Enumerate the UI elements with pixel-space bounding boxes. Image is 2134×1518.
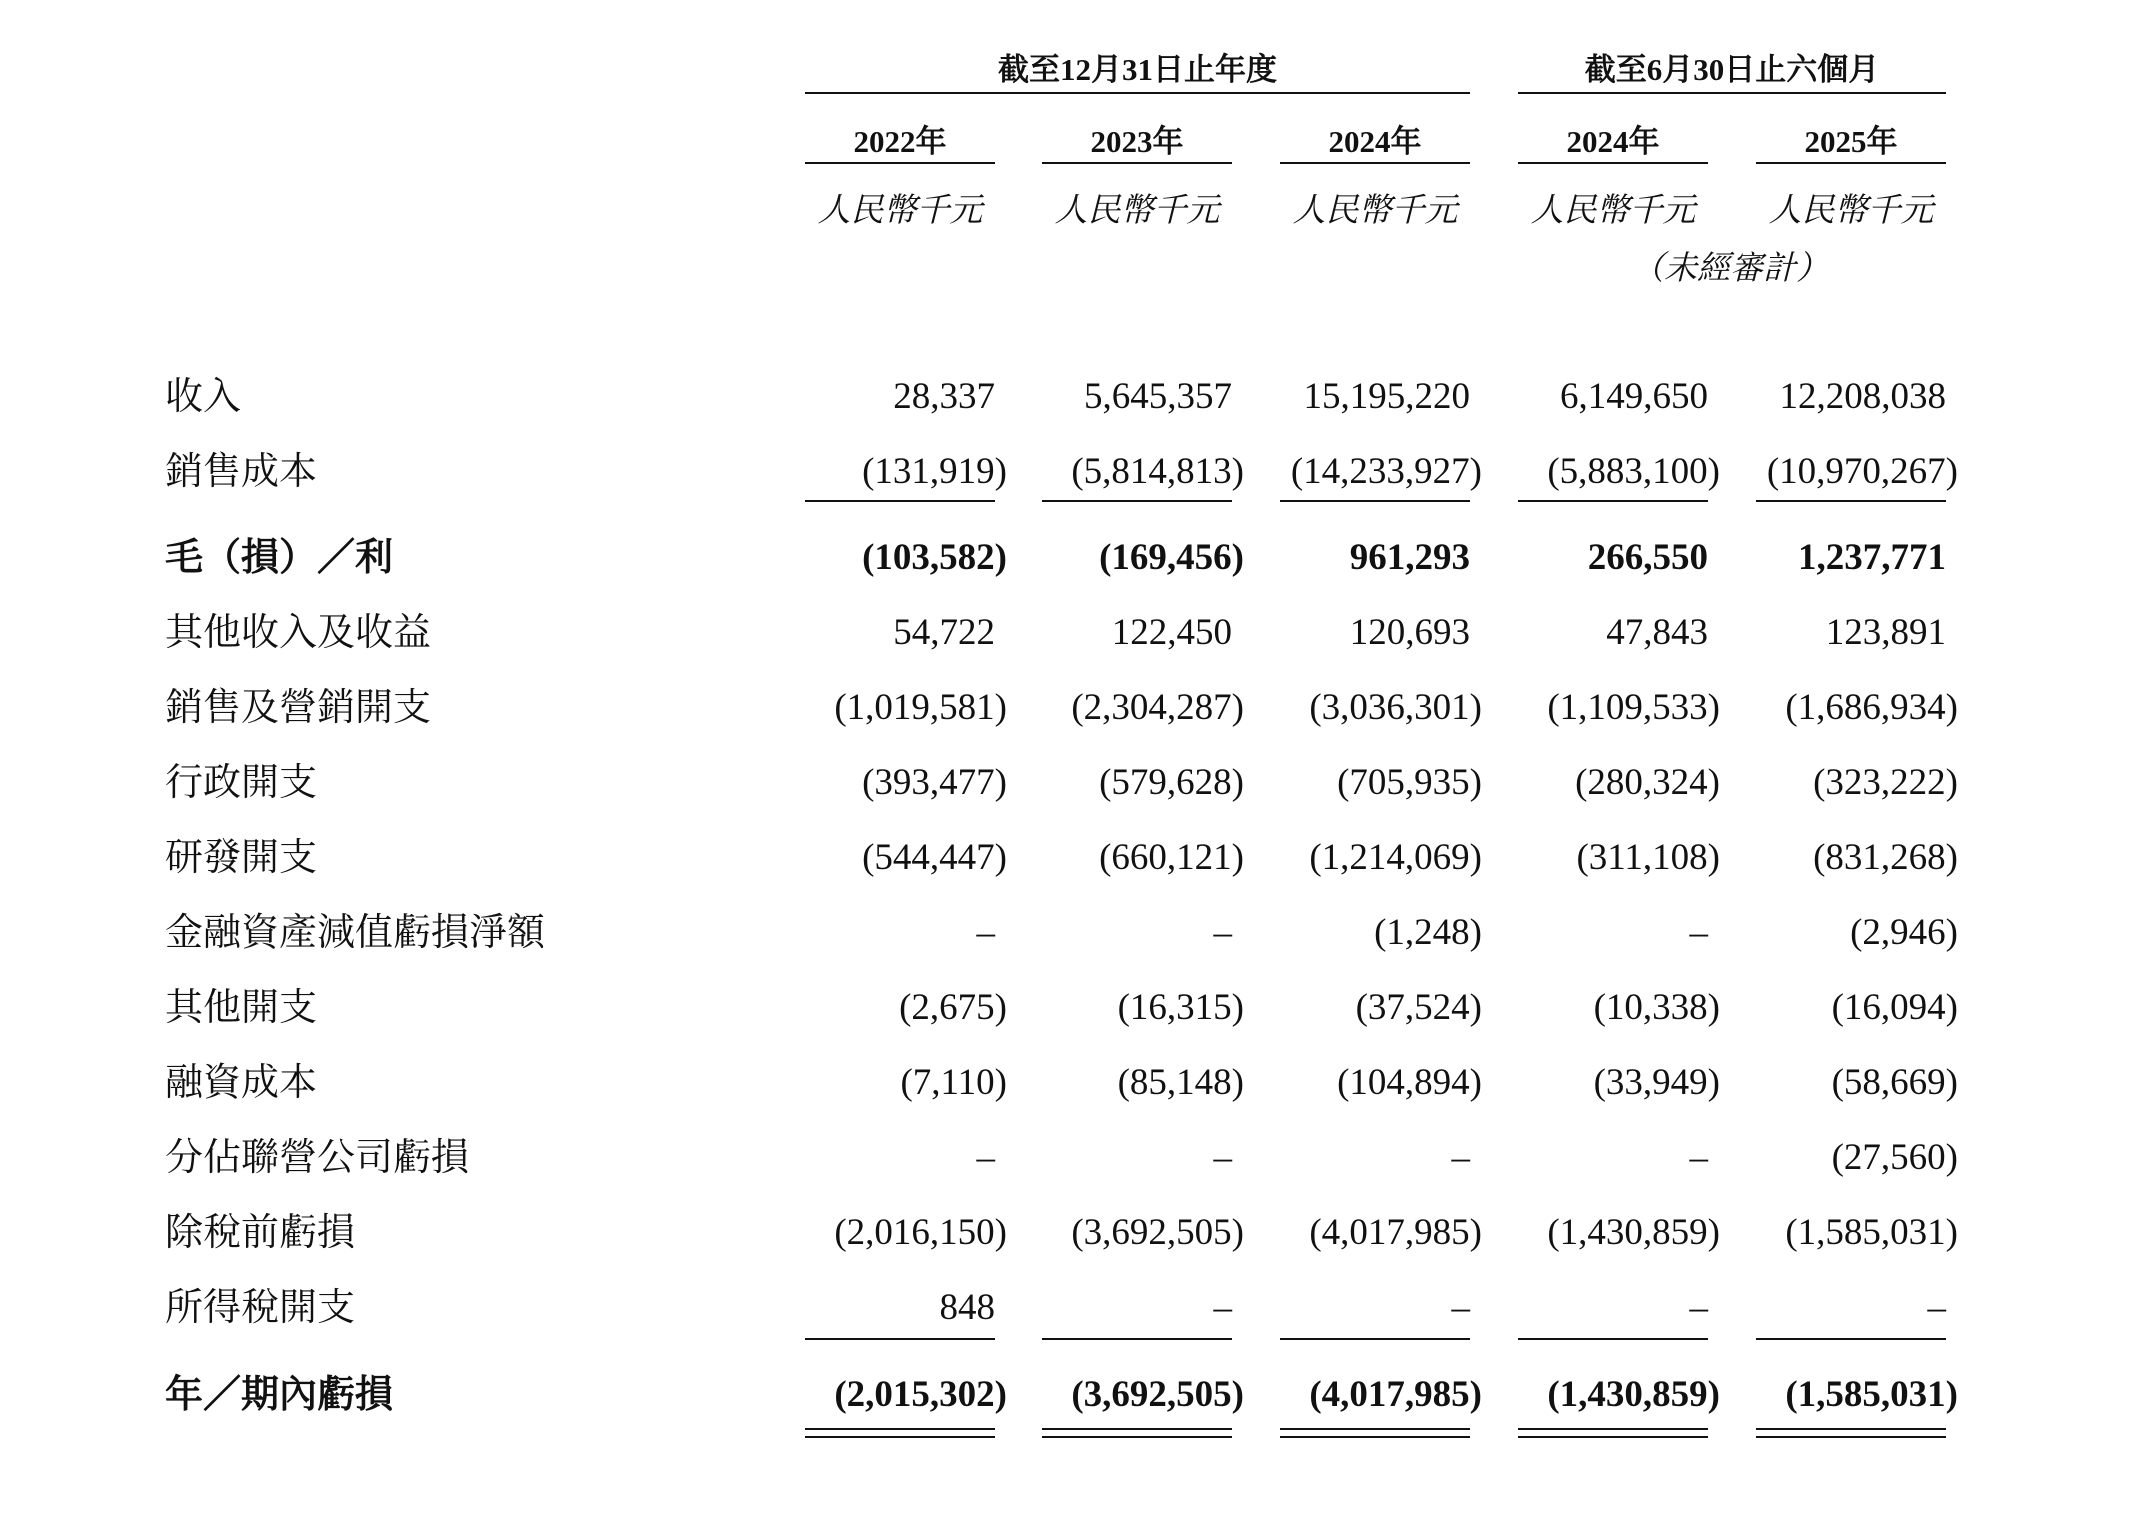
value-cell: (1,109,533) bbox=[1547, 687, 1720, 728]
row-label-gross-profit-loss: 毛（損）／利 bbox=[165, 533, 755, 583]
value-cell: – bbox=[1213, 1137, 1232, 1178]
value-cell: (169,456) bbox=[1099, 537, 1244, 578]
value-cell: (103,582) bbox=[862, 537, 1007, 578]
subtotal-rule bbox=[1280, 1338, 1470, 1340]
subtotal-rule bbox=[805, 1338, 995, 1340]
subtotal-rule bbox=[1756, 1338, 1946, 1340]
value-cell: 961,293 bbox=[1349, 537, 1470, 578]
total-double-rule bbox=[1280, 1436, 1470, 1438]
total-double-rule bbox=[1518, 1436, 1708, 1438]
group-underline-annual bbox=[805, 92, 1470, 94]
value-cell: – bbox=[1451, 1137, 1470, 1178]
group-title-annual: 截至12月31日止年度 bbox=[998, 52, 1277, 87]
column-unit: 人民幣千元 bbox=[1292, 193, 1458, 229]
value-cell: 122,450 bbox=[1111, 612, 1232, 653]
value-cell: (705,935) bbox=[1337, 762, 1482, 803]
group-underline-interim bbox=[1518, 92, 1946, 94]
unaudited-note: （未經審計） bbox=[1631, 251, 1829, 287]
column-year-2025: 2025年 bbox=[1804, 124, 1898, 159]
row-label-administrative: 行政開支 bbox=[165, 758, 755, 808]
value-cell: (37,524) bbox=[1355, 987, 1482, 1028]
value-cell: – bbox=[976, 912, 995, 953]
value-cell: (4,017,985) bbox=[1309, 1374, 1482, 1415]
value-cell: 54,722 bbox=[893, 612, 995, 653]
value-cell: (4,017,985) bbox=[1309, 1212, 1482, 1253]
value-cell: 6,149,650 bbox=[1560, 376, 1708, 417]
subtotal-rule bbox=[1042, 1338, 1232, 1340]
row-label-impairment-losses: 金融資產減值虧損淨額 bbox=[165, 908, 755, 958]
value-cell: (2,015,302) bbox=[834, 1374, 1007, 1415]
column-year-2024-interim: 2024年 bbox=[1566, 124, 1660, 159]
row-label-other-expenses: 其他開支 bbox=[165, 983, 755, 1033]
column-year-2022: 2022年 bbox=[853, 124, 947, 159]
column-year-2024-annual: 2024年 bbox=[1328, 124, 1422, 159]
group-title-interim: 截至6月30日止六個月 bbox=[1584, 52, 1880, 87]
row-label-other-income: 其他收入及收益 bbox=[165, 608, 755, 658]
value-cell: (1,430,859) bbox=[1547, 1212, 1720, 1253]
value-cell: (3,692,505) bbox=[1071, 1212, 1244, 1253]
value-cell: – bbox=[1213, 1287, 1232, 1328]
value-cell: (10,970,267) bbox=[1766, 451, 1958, 492]
total-double-rule bbox=[1280, 1428, 1470, 1430]
value-cell: (1,214,069) bbox=[1309, 837, 1482, 878]
total-double-rule bbox=[1518, 1428, 1708, 1430]
value-cell: (27,560) bbox=[1831, 1137, 1958, 1178]
value-cell: (393,477) bbox=[862, 762, 1007, 803]
value-cell: (5,883,100) bbox=[1547, 451, 1720, 492]
value-cell: (3,036,301) bbox=[1309, 687, 1482, 728]
value-cell: (280,324) bbox=[1575, 762, 1720, 803]
value-cell: (2,675) bbox=[899, 987, 1007, 1028]
value-cell: (2,946) bbox=[1850, 912, 1958, 953]
row-label-loss-before-tax: 除稅前虧損 bbox=[165, 1208, 755, 1258]
value-cell: 1,237,771 bbox=[1798, 537, 1946, 578]
value-cell: (16,094) bbox=[1831, 987, 1958, 1028]
subtotal-rule bbox=[1280, 500, 1470, 502]
value-cell: 12,208,038 bbox=[1779, 376, 1946, 417]
value-cell: 15,195,220 bbox=[1303, 376, 1470, 417]
row-label-cost-of-sales: 銷售成本 bbox=[165, 447, 755, 497]
total-double-rule bbox=[1042, 1436, 1232, 1438]
row-label-selling-marketing: 銷售及營銷開支 bbox=[165, 683, 755, 733]
total-double-rule bbox=[1756, 1436, 1946, 1438]
value-cell: – bbox=[1689, 912, 1708, 953]
value-cell: (579,628) bbox=[1099, 762, 1244, 803]
subtotal-rule bbox=[805, 500, 995, 502]
value-cell: (2,016,150) bbox=[834, 1212, 1007, 1253]
value-cell: – bbox=[1927, 1287, 1946, 1328]
value-cell: – bbox=[1689, 1287, 1708, 1328]
subtotal-rule bbox=[1042, 500, 1232, 502]
value-cell: (104,894) bbox=[1337, 1062, 1482, 1103]
column-unit: 人民幣千元 bbox=[1530, 193, 1696, 229]
value-cell: – bbox=[976, 1137, 995, 1178]
row-label-revenue: 收入 bbox=[165, 372, 755, 422]
value-cell: 123,891 bbox=[1825, 612, 1946, 653]
value-cell: 5,645,357 bbox=[1084, 376, 1232, 417]
value-cell: (85,148) bbox=[1117, 1062, 1244, 1103]
value-cell: (660,121) bbox=[1099, 837, 1244, 878]
value-cell: 120,693 bbox=[1349, 612, 1470, 653]
row-label-loss-for-period: 年／期內虧損 bbox=[165, 1370, 755, 1420]
column-unit: 人民幣千元 bbox=[817, 193, 983, 229]
subtotal-rule bbox=[1756, 500, 1946, 502]
value-cell: – bbox=[1451, 1287, 1470, 1328]
column-year-underline bbox=[1518, 162, 1708, 164]
subtotal-rule bbox=[1518, 1338, 1708, 1340]
value-cell: 848 bbox=[939, 1287, 995, 1328]
total-double-rule bbox=[1756, 1428, 1946, 1430]
value-cell: (33,949) bbox=[1593, 1062, 1720, 1103]
column-unit: 人民幣千元 bbox=[1054, 193, 1220, 229]
value-cell: (831,268) bbox=[1813, 837, 1958, 878]
value-cell: (311,108) bbox=[1576, 837, 1720, 878]
column-unit: 人民幣千元 bbox=[1768, 193, 1934, 229]
total-double-rule bbox=[1042, 1428, 1232, 1430]
value-cell: (1,686,934) bbox=[1785, 687, 1958, 728]
row-label-share-of-associates: 分佔聯營公司虧損 bbox=[165, 1133, 755, 1183]
column-year-underline bbox=[1042, 162, 1232, 164]
value-cell: (58,669) bbox=[1831, 1062, 1958, 1103]
value-cell: (1,248) bbox=[1374, 912, 1482, 953]
value-cell: (7,110) bbox=[900, 1062, 1007, 1103]
column-year-underline bbox=[805, 162, 995, 164]
total-double-rule bbox=[805, 1428, 995, 1430]
value-cell: (323,222) bbox=[1813, 762, 1958, 803]
value-cell: 266,550 bbox=[1587, 537, 1708, 578]
value-cell: – bbox=[1213, 912, 1232, 953]
row-label-finance-costs: 融資成本 bbox=[165, 1058, 755, 1108]
value-cell: (2,304,287) bbox=[1071, 687, 1244, 728]
value-cell: (16,315) bbox=[1117, 987, 1244, 1028]
value-cell: (1,019,581) bbox=[834, 687, 1007, 728]
column-year-underline bbox=[1756, 162, 1946, 164]
value-cell: (1,585,031) bbox=[1785, 1374, 1958, 1415]
subtotal-rule bbox=[1518, 500, 1708, 502]
value-cell: (544,447) bbox=[862, 837, 1007, 878]
total-double-rule bbox=[805, 1436, 995, 1438]
value-cell: (14,233,927) bbox=[1290, 451, 1482, 492]
value-cell: 47,843 bbox=[1606, 612, 1708, 653]
value-cell: (10,338) bbox=[1593, 987, 1720, 1028]
row-label-income-tax: 所得稅開支 bbox=[165, 1283, 755, 1333]
value-cell: (1,585,031) bbox=[1785, 1212, 1958, 1253]
column-year-underline bbox=[1280, 162, 1470, 164]
row-label-research-development: 研發開支 bbox=[165, 833, 755, 883]
value-cell: (131,919) bbox=[862, 451, 1007, 492]
value-cell: (5,814,813) bbox=[1071, 451, 1244, 492]
value-cell: 28,337 bbox=[893, 376, 995, 417]
value-cell: – bbox=[1689, 1137, 1708, 1178]
value-cell: (1,430,859) bbox=[1547, 1374, 1720, 1415]
value-cell: (3,692,505) bbox=[1071, 1374, 1244, 1415]
column-year-2023: 2023年 bbox=[1090, 124, 1184, 159]
